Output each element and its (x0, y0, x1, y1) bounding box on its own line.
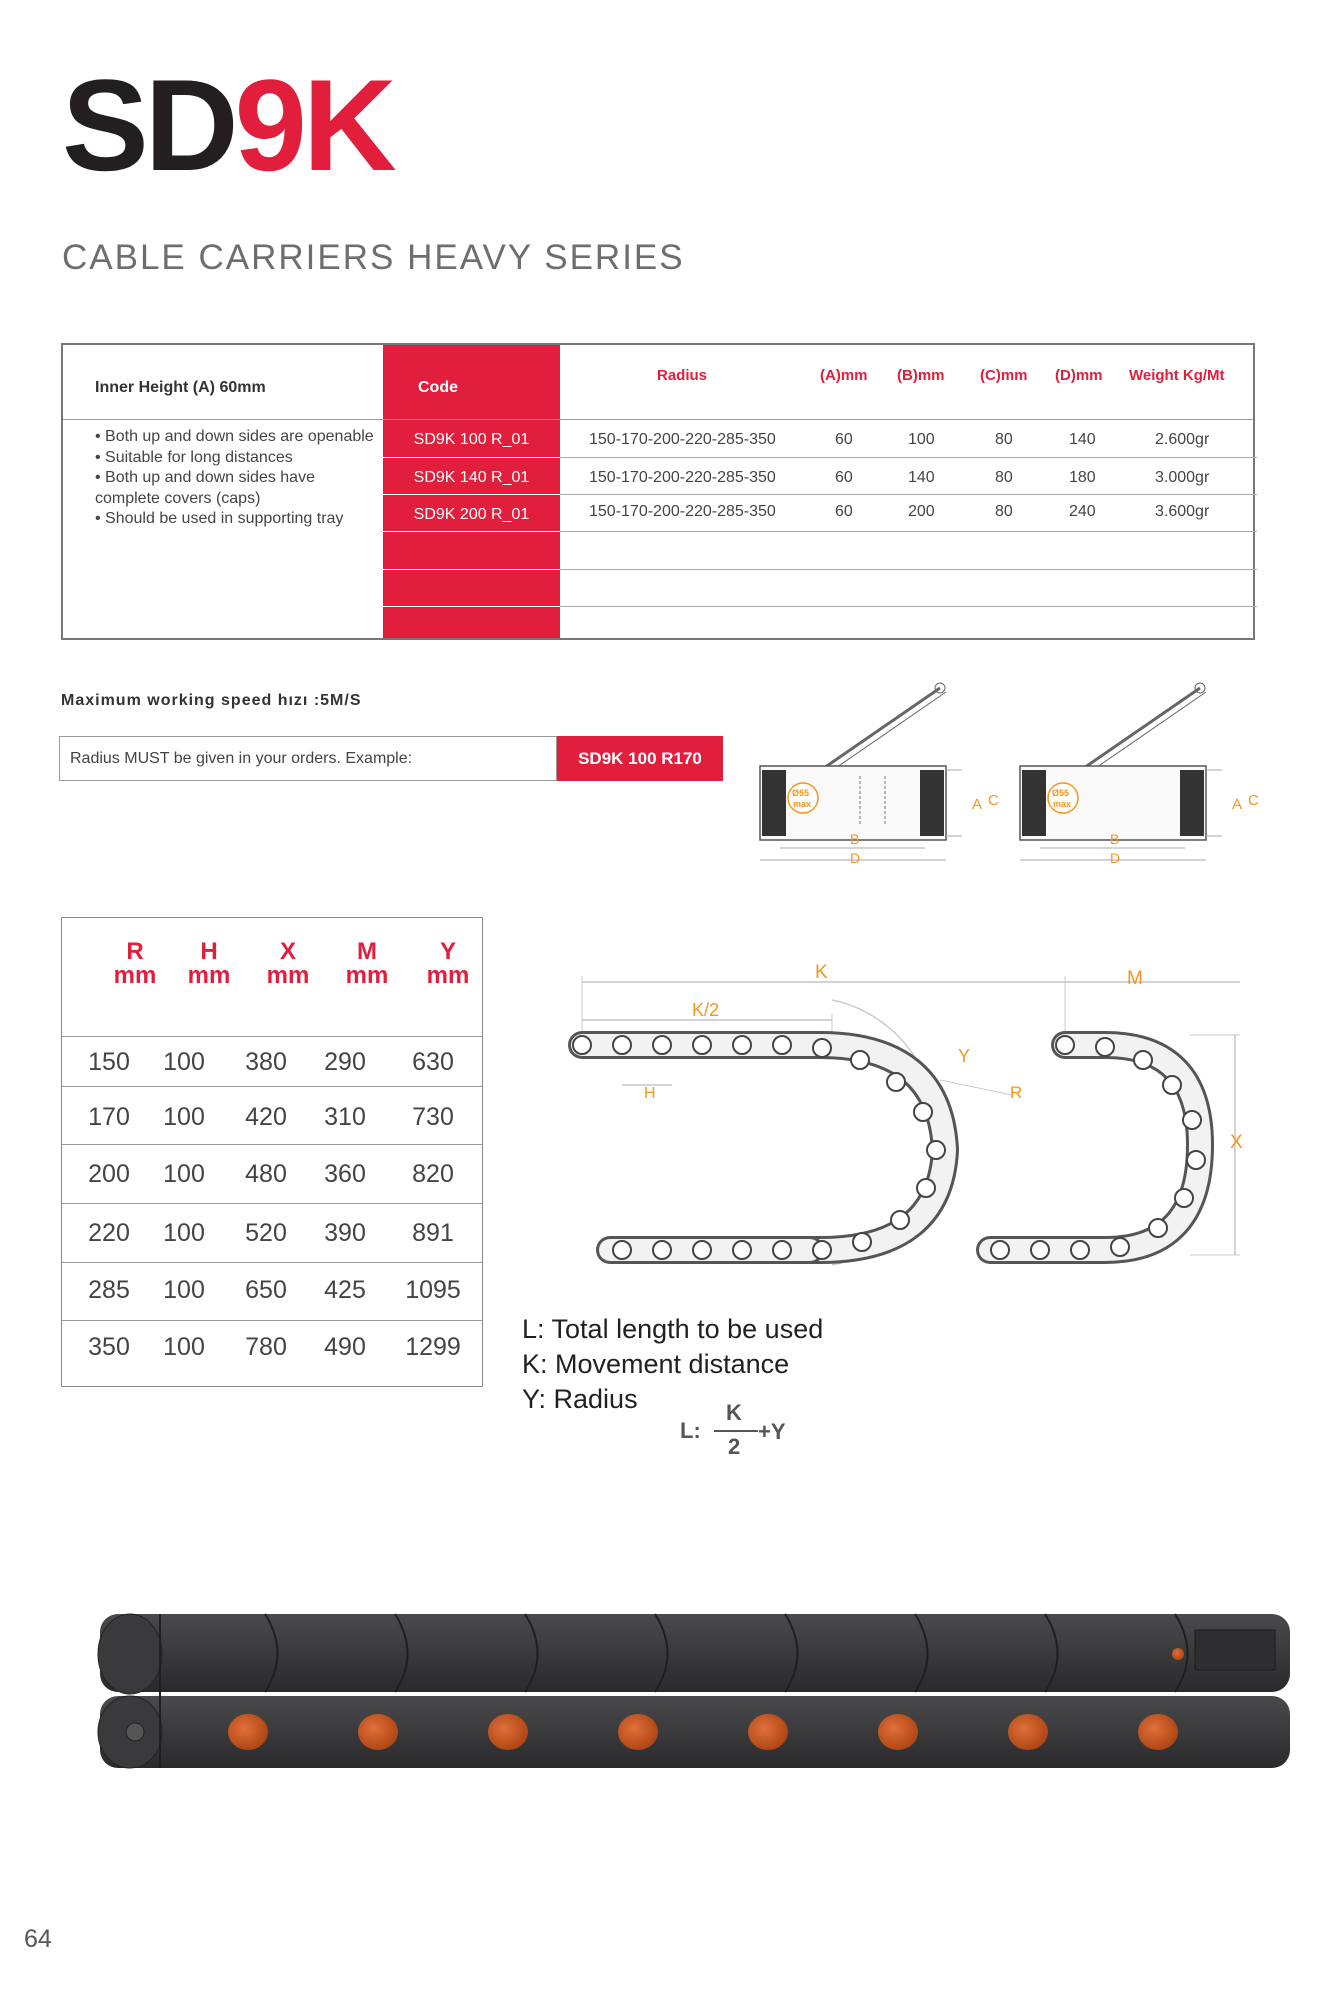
dim-cell: 100 (163, 1219, 205, 1247)
h-label: H (644, 1085, 656, 1102)
dim-cell: 820 (412, 1160, 454, 1188)
dim-cell: 420 (245, 1103, 287, 1131)
radius-note: Radius MUST be given in your orders. Example: (59, 736, 557, 781)
feature-item: • Both up and down sides are openable (95, 428, 374, 445)
series-subtitle: CABLE CARRIERS HEAVY SERIES (62, 238, 685, 277)
d-cell: 240 (1069, 503, 1096, 520)
legend-l: L: Total length to be used (522, 1314, 824, 1344)
spec-left-column (63, 345, 383, 638)
a-header: (A)mm (820, 367, 868, 384)
dim-row-divider (62, 1320, 482, 1321)
dimension-table (61, 917, 483, 1387)
dim-cell: 1299 (405, 1333, 461, 1361)
dim-cell: 100 (163, 1276, 205, 1304)
dim-a-label: A (972, 796, 983, 813)
header-divider (63, 419, 1253, 420)
c-cell: 80 (995, 503, 1013, 520)
dim-a-label: A (1232, 796, 1243, 813)
cross-section-diagrams (740, 670, 1280, 870)
radius-cell: 150-170-200-220-285-350 (589, 503, 776, 520)
formula-l: L: (680, 1418, 701, 1443)
radius-example-badge: SD9K 100 R170 (557, 736, 723, 781)
cross-section-1 (760, 683, 999, 866)
c-cell: 80 (995, 431, 1013, 448)
formula-denominator: 2 (728, 1434, 741, 1459)
m-label: M (1127, 968, 1143, 989)
a-cell: 60 (835, 503, 853, 520)
dim-b-label: B (1110, 831, 1120, 847)
cross-section-2 (1020, 683, 1259, 866)
feature-item: • Should be used in supporting tray (95, 510, 344, 527)
feature-list (95, 427, 380, 530)
dim-cell: 650 (245, 1276, 287, 1304)
d-cell: 180 (1069, 469, 1096, 486)
code-cell: SD9K 140 R_01 (413, 469, 530, 486)
dim-d-label: D (850, 850, 861, 866)
dim-cell: 520 (245, 1219, 287, 1247)
dim-cell: 630 (412, 1048, 454, 1076)
cable-max-1: Ø55 (1052, 788, 1070, 798)
a-cell: 60 (835, 431, 853, 448)
dim-header-r: R mm (113, 938, 157, 989)
dim-row-divider (62, 1036, 482, 1037)
code-cell: SD9K 200 R_01 (413, 506, 530, 523)
dim-cell: 100 (163, 1103, 205, 1131)
cable-max-2: max (793, 799, 812, 809)
dim-cell: 220 (88, 1219, 130, 1247)
dim-cell: 350 (88, 1333, 130, 1361)
chain-left (573, 1036, 945, 1259)
dim-row-divider (62, 1144, 482, 1145)
code-divider (383, 531, 560, 532)
c-header: (C)mm (980, 367, 1028, 384)
dim-cell: 480 (245, 1160, 287, 1188)
dim-c-label: C (988, 792, 999, 809)
dim-cell: 150 (88, 1048, 130, 1076)
product-title (62, 52, 393, 198)
dim-cell: 100 (163, 1160, 205, 1188)
dim-header-x: X mm (266, 938, 310, 989)
dim-cell: 285 (88, 1276, 130, 1304)
dim-row-divider (62, 1262, 482, 1263)
x-label: X (1230, 1132, 1243, 1153)
formula-plus-y: +Y (758, 1419, 786, 1444)
weight-cell: 2.600gr (1155, 431, 1210, 448)
k-half-label: K/2 (692, 1000, 720, 1020)
dim-cell: 310 (324, 1103, 366, 1131)
row-divider (560, 494, 1257, 495)
chain-bend-diagram (560, 960, 1280, 1300)
dim-cell: 891 (412, 1219, 454, 1247)
code-divider (383, 494, 560, 495)
feature-item: • Suitable for long distances (95, 448, 293, 466)
dim-cell: 360 (324, 1160, 366, 1188)
legend-k: K: Movement distance (522, 1349, 790, 1379)
dim-cell: 730 (412, 1103, 454, 1131)
dim-d-label: D (1110, 850, 1121, 866)
row-divider (560, 531, 1257, 532)
chain-product-image (90, 1600, 1300, 1780)
dim-c-label: C (1248, 792, 1259, 809)
spec-table (61, 343, 1255, 640)
dim-cell: 100 (163, 1333, 205, 1361)
code-divider (383, 606, 560, 607)
b-header: (B)mm (897, 367, 945, 384)
cable-max-2: max (1053, 799, 1072, 809)
k-label: K (815, 962, 828, 983)
dim-cell: 290 (324, 1048, 366, 1076)
code-header: Code (418, 379, 458, 396)
radius-header: Radius (657, 367, 708, 384)
title-part-2: 9K (234, 52, 393, 198)
weight-cell: 3.600gr (1155, 503, 1210, 520)
title-part-1: SD (62, 52, 235, 198)
row-divider (560, 606, 1257, 607)
dim-cell: 780 (245, 1333, 287, 1361)
dim-header-y: Y mm (426, 938, 470, 989)
code-divider (383, 569, 560, 570)
dim-cell: 425 (324, 1276, 366, 1304)
code-divider (383, 457, 560, 458)
dim-cell: 1095 (405, 1276, 461, 1304)
weight-cell: 3.000gr (1155, 469, 1210, 486)
dim-cell: 380 (245, 1048, 287, 1076)
weight-header: Weight Kg/Mt (1129, 367, 1225, 384)
dim-cell: 100 (163, 1048, 205, 1076)
length-formula (678, 1398, 818, 1460)
cable-max-1: Ø55 (792, 788, 810, 798)
radius-cell: 150-170-200-220-285-350 (589, 469, 776, 486)
dim-cell: 390 (324, 1219, 366, 1247)
d-header: (D)mm (1055, 367, 1103, 384)
b-cell: 140 (908, 469, 935, 486)
y-label: Y (958, 1046, 971, 1066)
dim-header-h: H mm (187, 938, 231, 989)
radius-cell: 150-170-200-220-285-350 (589, 431, 776, 448)
code-cell: SD9K 100 R_01 (413, 431, 530, 448)
dim-row-divider (62, 1086, 482, 1087)
c-cell: 80 (995, 469, 1013, 486)
d-cell: 140 (1069, 431, 1096, 448)
code-column-bg (383, 345, 560, 638)
b-cell: 100 (908, 431, 935, 448)
row-divider (560, 569, 1257, 570)
b-cell: 200 (908, 503, 935, 520)
r-label: R (1010, 1083, 1023, 1102)
feature-item: • Both up and down sides have complete covers (caps) (95, 469, 315, 507)
page-number: 64 (24, 1925, 52, 1953)
formula-numerator: K (726, 1400, 742, 1425)
chain-right (990, 1036, 1205, 1259)
inner-height-label: Inner Height (A) 60mm (95, 379, 266, 396)
dim-cell: 200 (88, 1160, 130, 1188)
a-cell: 60 (835, 469, 853, 486)
row-divider (560, 457, 1257, 458)
dim-row-divider (62, 1203, 482, 1204)
dim-header-m: M mm (345, 938, 389, 989)
dim-cell: 490 (324, 1333, 366, 1361)
legend-y: Y: Radius (522, 1384, 638, 1414)
dim-b-label: B (850, 831, 860, 847)
dim-cell: 170 (88, 1103, 130, 1131)
max-speed-text: Maximum working speed hızı :5M/S (61, 692, 362, 709)
